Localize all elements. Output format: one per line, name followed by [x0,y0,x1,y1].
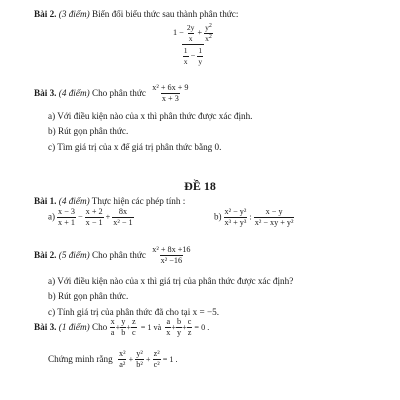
list-item: a) Với điều kiện nào của x thì giá trị của phân thức được xác định? [48,276,294,286]
problem-number: Bài 1. [34,196,57,206]
complex-fraction: 1 − $\frac{2y}{x}$ + $\frac{y^2}{x^2}$ $\frac{1}{x}$ − $\frac{1}{y}$ [173,23,212,66]
points: (4 điểm) [58,196,90,206]
condition-equations: $\frac{x}{a}$ + $\frac{y}{b}$ + $\frac{z}{c}$ = 1 và $\frac{a}{x}$ + $\frac{b}{y}$ + $\frac{c}{z}$ = 0 . [110,317,210,338]
bai1-part-a: a) $\frac{x - 3}{x + 1}$ − $\frac{x + 2}{x - 1}$ + $\frac{8x}{\text{x² − 1}}$ [48,207,133,228]
bai3-heading [34,318,209,337]
bai2-heading [34,246,192,265]
points: (3 điểm) [58,9,90,19]
problem-number: Bài 2. [34,9,57,19]
points: (1 điểm) [58,321,90,332]
list-item: b) Rút gọn phân thức. [48,291,129,301]
points: (4 điểm) [58,88,90,99]
problem-number: Bài 3. [34,321,57,332]
points: (5 điểm) [58,250,90,261]
problem-text: Cho phân thức [91,250,146,261]
bai1-part-b: b) $\frac{\text{x² − y²}}{\text{x³ + y³}}$ : $\frac{x - y}{\text{x² − xy + y²}}$ [214,207,294,228]
problem-number: Bài 2. [34,250,57,261]
problem-text: Thực hiện các phép tính : [91,196,186,206]
problem-number: Bài 3. [34,88,57,99]
list-item: c) Tìm giá trị của x để giá trị phân thức bằng 0. [48,142,222,152]
bai2-top-heading [34,10,238,19]
fraction: $\frac{\text{x² + 8x +16}}{\text{x² −16}}$ [152,245,191,266]
problem-text: Biến đổi biểu thức sau thành phân thức: [91,9,239,19]
list-item: a) Với điều kiện nào của x thì phân thức được xác định. [48,111,253,121]
prove-statement: Chứng minh rằng $\frac{\text{x²}}{\text{a²}}$ + $\frac{\text{y²}}{\text{b²}}$ + $\frac{\text{z²}}{\text{c²}}$ = 1 . [48,349,178,370]
fraction: $\frac{\text{x² + 6x + 9}}{x + 3}$ [152,83,189,104]
list-item: c) Tính giá trị của phân thức đã cho tại x = −5. [48,307,220,317]
problem-text: Cho [91,321,108,332]
list-item: b) Rút gọn phân thức. [48,126,129,136]
bai3-top-heading [34,84,189,103]
problem-text: Cho phân thức [91,88,146,99]
bai1-heading [34,197,185,206]
exam-title: ĐỀ 18 [184,179,216,193]
